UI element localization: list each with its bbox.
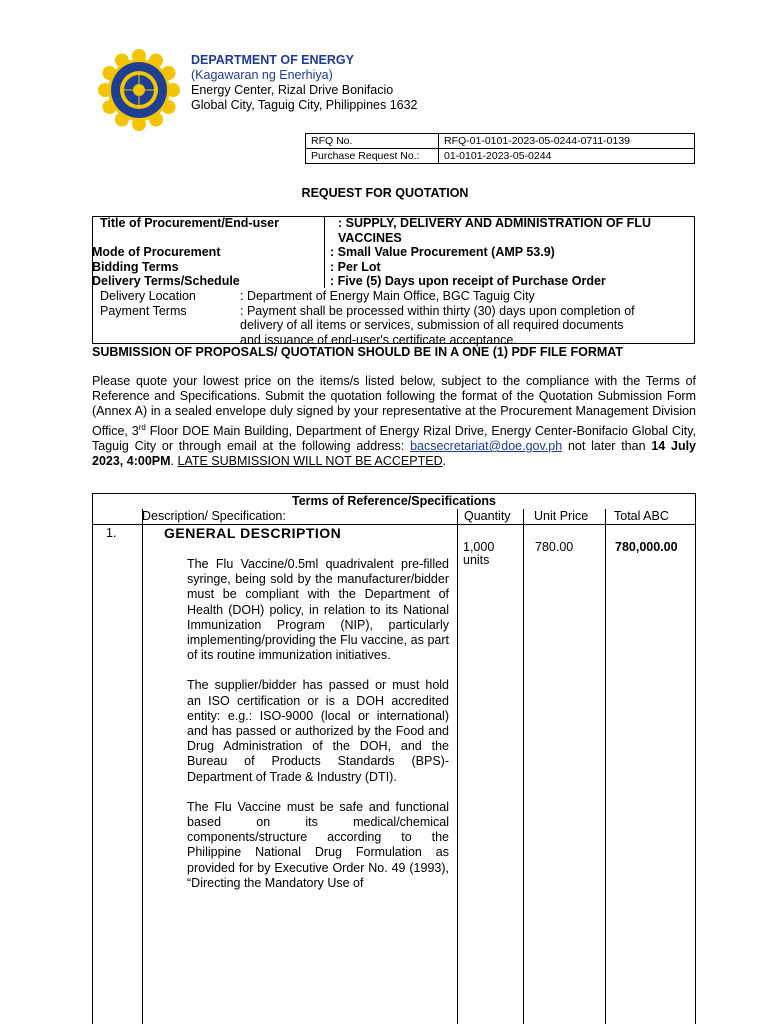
rfq-number-label: RFQ No. [306, 134, 439, 149]
procurement-title-value-cont: VACCINES [338, 230, 402, 245]
instructions-text-4: . [170, 454, 178, 469]
payment-terms-value: : Payment shall be processed within thirty (30) days upon completion of [240, 303, 635, 318]
instructions-paragraph [92, 374, 696, 469]
description-paragraph-3: The Flu Vaccine must be safe and functional based on its medical/chemical components/structure according to the Philippine National Drug Formulation as provided for by Executive Order No. 49 (1993), “Directing the Mandatory Use of [187, 799, 449, 890]
address-line-2: Global City, Taguig City, Philippines 1632 [191, 98, 418, 112]
late-submission-warning: LATE SUBMISSION WILL NOT BE ACCEPTED [177, 454, 443, 469]
terms-divider [324, 216, 325, 288]
purchase-request-label: Purchase Request No.: [306, 149, 439, 164]
bidding-label: Bidding Terms [92, 259, 179, 274]
rfq-number-value: RFQ-01-0101-2023-05-0244-0711-0139 [439, 134, 695, 149]
item-number: 1. [106, 526, 117, 540]
instructions-text-3: not later than [562, 438, 652, 453]
procurement-terms [92, 216, 695, 347]
document-title: REQUEST FOR QUOTATION [301, 186, 469, 200]
col-quantity-header: Quantity [464, 509, 511, 523]
general-description-title: GENERAL DESCRIPTION [164, 525, 342, 541]
address-line-1: Energy Center, Rizal Drive Bonifacio [191, 83, 394, 97]
procurement-title-label: Title of Procurement/End-user [100, 216, 279, 230]
bidding-value: : Per Lot [330, 259, 381, 274]
delivery-terms-label: Delivery Terms/Schedule [92, 274, 240, 289]
description-body [187, 557, 449, 906]
doe-seal-logo [97, 48, 181, 132]
department-tagalog-name: (Kagawaran ng Enerhiya) [191, 68, 333, 82]
col-total-header: Total ABC [614, 509, 669, 523]
payment-terms-label: Payment Terms [100, 303, 187, 318]
terms-of-reference-table [92, 493, 696, 1024]
quantity-unit: units [463, 553, 490, 567]
description-paragraph-1: The Flu Vaccine/0.5ml quadrivalent pre-filled syringe, being sold by the manufacturer/bidder must be compliant with the Department of Health (DOH) policy, in relation to its National Immunization Program (NIP), particularly implementing/providing the Flu vaccine, as part of its routine immunization initiatives. [187, 557, 449, 663]
col-description-header: Description/ Specification: [142, 509, 286, 523]
purchase-request-value: 01-0101-2023-05-0244 [439, 149, 695, 164]
instructions-text-2: Floor DOE Main Building, Department of Energy Rizal Drive, Energy Center-Bonifacio Global City, Taguig City or through email at the following address: [92, 423, 696, 453]
mode-label: Mode of Procurement [92, 245, 221, 260]
delivery-location-value: : Department of Energy Main Office, BGC Taguig City [240, 288, 535, 303]
description-paragraph-2: The supplier/bidder has passed or must hold an ISO certification or is a DOH accredited entity: e.g.: ISO-9000 (local or international) and has passed or authorized by the Food and Drug Administration of the DOH, and the Bureau of Products Standards (BPS)-Department of Trade & Industry (DTI). [187, 678, 449, 784]
agency-header [191, 53, 418, 113]
tor-heading: Terms of Reference/Specifications [291, 494, 496, 508]
procurement-title-value: : SUPPLY, DELIVERY AND ADMINISTRATION OF FLU [338, 216, 651, 230]
total-abc-value: 780,000.00 [615, 540, 678, 554]
payment-terms-value-line-2: delivery of all items or services, submission of all required documents [240, 318, 624, 333]
payment-terms-value-line-3: and issuance of end-user's certificate acceptance. [240, 332, 517, 347]
deadline: 14 July 2023, 4:00PM [92, 438, 696, 469]
delivery-location-label: Delivery Location [100, 288, 196, 303]
rfq-reference-box [305, 133, 695, 164]
department-name: DEPARTMENT OF ENERGY [191, 53, 354, 67]
email-link[interactable]: bacsecretariat@doe.gov.ph [410, 438, 563, 453]
mode-value: : Small Value Procurement (AMP 53.9) [330, 245, 555, 260]
instructions-text-5: . [442, 454, 447, 469]
instructions-text-1: Please quote your lowest price on the items/s listed below, subject to the compliance with the Terms of Reference and Specifications. Submit the quotation following the format of the Quotation Submission Form (Annex A) in a sealed envelope duly signed by your representative at the Procurement Management Division Office, 3 [92, 374, 696, 438]
delivery-terms-value: : Five (5) Days upon receipt of Purchase Order [330, 274, 606, 289]
instructions-superscript: rd [138, 422, 146, 432]
unit-price-value: 780.00 [535, 540, 574, 554]
quantity-value: 1,000 [463, 540, 495, 554]
col-unit-price-header: Unit Price [534, 509, 589, 523]
submission-format-note: SUBMISSION OF PROPOSALS/ QUOTATION SHOULD BE IN A ONE (1) PDF FILE FORMAT [92, 345, 624, 359]
